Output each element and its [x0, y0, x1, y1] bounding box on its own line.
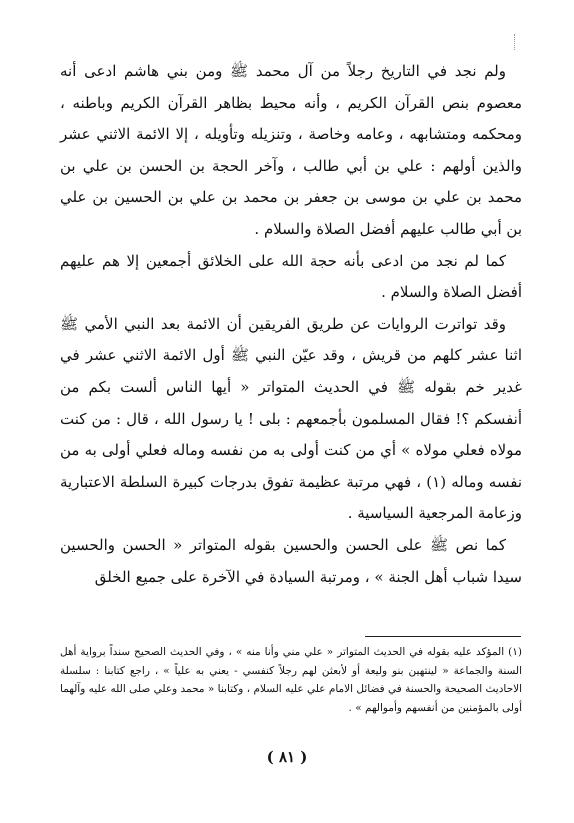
page-number: ( ٨١ )	[266, 748, 308, 766]
paragraph-4: كما نص ﷺ على الحسن والحسين بقوله المتواتر « الحسن والحسين سيدا شباب أهل الجنة » ، ومرتبة السيادة في الآخرة على جميع الخلق	[60, 535, 522, 586]
paragraph-1: ولم نجد في التاريخ رجلاً من آل محمد ﷺ ومن بني هاشم ادعى أنه معصوم بنص القرآن الكريم ، وأنه محيط بظاهر القرآن الكريم وباطنه ، ومحكمه ومتشابهه ، وعامه وخاصة ، وتنزيله وتأويله ، إلا الائمة الاثني عشر والذين أولهم : علي بن أبي طالب ، وآخر الحجة بن الحسن بن علي بن محمد بن علي بن موسى بن جعفر بن محمد بن علي بن الحسين بن علي بن أبي طالب عليهم أفضل الصلاة والسلام .	[60, 62, 522, 238]
margin-mark	[514, 34, 517, 50]
main-text	[60, 56, 522, 593]
footnote-1: (١) المؤكد عليه بقوله في الحديث المتواتر « علي مني وأنا منه » ، وفي الحديث الصحيح سنداً برواية أهل السنة والجماعة « لينتهين بنو وليعة أو لأبعثن لهم رجلاً كنفسي - يعني به علياً » ، راجع كتابنا : سلسلة الاحاديث الصحيحة والحسنة في فضائل الامام علي عليه السلام ، وكتابنا « محمد وعلي صلى الله عليه وآلهما أولى بالمؤمنين من أنفسهم وأموالهم » .	[60, 646, 522, 714]
footnote-separator	[365, 636, 521, 637]
paragraph-3: وقد تواترت الروايات عن طريق الفريقين أن الائمة بعد النبي الأمي ﷺ اثنا عشر كلهم من قريش ، وقد عيّن النبي ﷺ أول الائمة الاثني عشر في غدير خم بقوله ﷺ في الحديث المتواتر « أيها الناس ألست بكم من أنفسكم ؟! فقال المسلمون بأجمعهم : بلى ! يا رسول الله ، قال : من كنت مولاه فعلي مولاه » أي من كنت أولى به من نفسه وماله فعلي أولى به من نفسه وماله (١) ، فهي مرتبة عظيمة تفوق بدرجات كبيرة السلطة الاعتبارية وزعامة المرجعية السياسية .	[60, 314, 522, 523]
paragraph-2: كما لم نجد من ادعى بأنه حجة الله على الخلائق أجمعين إلا هم عليهم أفضل الصلاة والسلام .	[60, 251, 522, 302]
footnotes	[60, 643, 522, 717]
